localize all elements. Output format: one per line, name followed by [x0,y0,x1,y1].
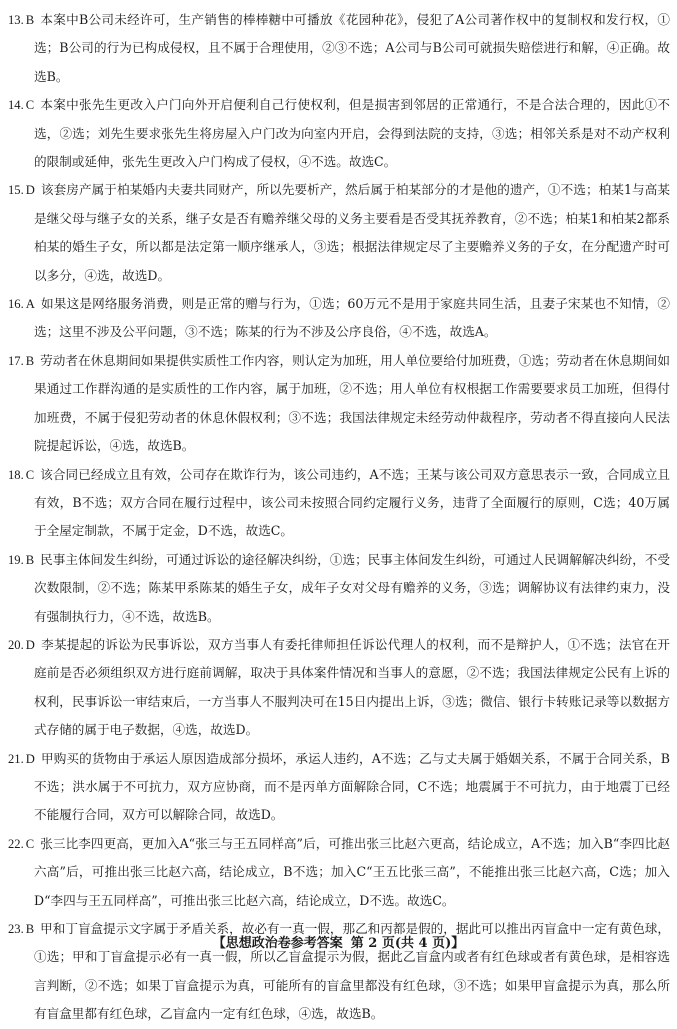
question-number: 16. [8,297,24,312]
answer-item [8,546,670,631]
footer-title: 【思想政治卷参考答案 [212,936,343,951]
answer-letter: C [25,836,35,851]
answer-explanation: 张三比李四更高，更加入A“张三与王五同样高”后，可推出张三比赵六更高，结论成立，A不选；加入B“李四比赵六高”后，可推出张三比赵六高，结论成立，B不选；加入C“王五比张三高”，不能推出张三比赵六高，C选；加入D“李四与王五同样高”，可推出张三比赵六高，结论成立，D不选。故选C。 [34,835,670,908]
question-number: 15. [8,183,24,198]
question-number: 18. [8,467,24,482]
answer-explanation: 本案中张先生更改入户门向外开启便利自己行使权利，但是损害到邻居的正常通行，不是合法合理的，因此①不选，②选；刘先生要求张先生将房屋入户门改为向室内开启，会得到法院的支持，③选；相邻关系是对不动产权利的限制或延伸，张先生更改入户门构成了侵权，④不选。故选C。 [34,97,670,170]
answer-explanation: 本案中B公司未经许可，生产销售的棒棒糖中可播放《花园种花》，侵犯了A公司著作权中的复制权和发行权，①选；B公司的行为已构成侵权，且不属于合理使用，②③不选；A公司与B公司可就损失赔偿进行和解，④正确。故选B。 [34,12,670,84]
answer-letter: B [25,552,35,567]
answer-letter: D [25,751,35,766]
answer-explanation: 民事主体间发生纠纷，可通过诉讼的途径解决纠纷，①选；民事主体间发生纠纷，可通过人民调解解决纠纷，不受次数限制，②不选；陈某甲系陈某的婚生子女，成年子女对父母有赡养的义务，③选；调解协议有法律约束力，没有强制执行力，④不选，故选B。 [34,551,670,624]
answer-explanation: 该合同已经成立且有效，公司存在欺诈行为，该公司违约，A不选；王某与该公司双方意思表示一致，合同成立且有效，B不选；双方合同在履行过程中，该公司未按照合同约定履行义务，违背了全面履行的原则，C选；40万属于全屋定制款，不属于定金，D不选，故选C。 [34,466,670,539]
answer-letter: B [25,922,35,936]
answer-item [8,830,670,915]
question-number: 21. [8,751,24,766]
answer-explanation: 甲购买的货物由于承运人原因造成部分损坏，承运人违约，A不选；乙与丈夫属于婚姻关系，不属于合同关系，B不选；洪水属于不可抗力，双方应协商，而不是丙单方面解除合同，C不选；地震属于不可抗力，由于地震丁已经不能履行合同，双方可以解除合同，故选D。 [34,750,670,823]
answer-letter: A [25,297,35,312]
question-number: 20. [8,637,24,652]
question-number: 22. [8,836,24,851]
answer-explanation: 如果这是网络服务消费，则是正常的赠与行为，①选；60万元不是用于家庭共同生活，且妻子宋某也不知情，②选；这里不涉及公平问题，③不选；陈某的行为不涉及公序良俗，④不选，故选A。 [34,296,670,340]
answer-explanation: 劳动者在休息期间如果提供实质性工作内容，则认定为加班，用人单位要给付加班费，①选；劳动者在休息期间如果通过工作群沟通的是实质性的工作内容，属于加班，②不选；用人单位有权根据工作需要要求员工加班，但得付加班费，不属于侵犯劳动者的休息休假权利；③不选；我国法律规定未经劳动仲裁程序，劳动者不得直接向人民法院提起诉讼，④选，故选B。 [34,352,670,454]
answer-letter: B [25,13,35,27]
question-number: 23. [8,922,24,936]
answer-letter: D [25,183,35,198]
answer-item [8,347,670,461]
answer-letter: C [25,98,35,113]
answer-item [8,290,670,347]
question-number: 14. [8,98,24,113]
answer-item [8,91,670,176]
question-number: 19. [8,552,24,567]
answer-explanation: 该套房产属于柏某婚内夫妻共同财产，所以先要析产，然后属于柏某部分的才是他的遗产，①不选；柏某1与高某是继父母与继子女的关系，继子女是否有赡养继父母的义务主要看是否受其抚养教育，②不选；柏某1和柏某2都系柏某的婚生子女，所以都是法定第一顺序继承人，③选；根据法律规定尽了主要赡养义务的子女，在分配遗产时可以多分，④选，故选D。 [34,182,670,283]
answer-item [8,631,670,745]
answer-item [8,6,670,91]
answer-letter: D [25,637,35,652]
answer-item [8,176,670,290]
answer-explanation: 甲和丁盲盒提示文字属于矛盾关系，故必有一真一假，那乙和丙都是假的，据此可以推出丙盲盒中一定有黄色球，①选；甲和丁盲盒提示必有一真一假，所以乙盲盒提示为假，据此乙盲盒内或者有红色球或者有黄色球，是相容选言判断，②不选；如果丁盲盒提示为真，可能所有的盲盒里都没有红色球，③不选；如果甲盲盒提示为真，那么所有盲盒里都有红色球，乙盲盒内一定有红色球，④选，故选B。 [34,921,670,1022]
page-footer [0,932,677,951]
answer-item [8,461,670,546]
answer-letter: C [25,467,35,482]
question-number: 13. [8,13,24,27]
answer-explanation: 李某提起的诉讼为民事诉讼，双方当事人有委托律师担任诉讼代理人的权利，而不是辩护人，①不选；法官在开庭前是否必须组织双方进行庭前调解，取决于具体案件情况和当事人的意愿，②不选；我国法律规定公民有上诉的权利，民事诉讼一审结束后，一方当事人不服判决可在15日内提出上诉，③选；微信、银行卡转账记录等以数据方式存储的属于电子数据，④选，故选D。 [34,636,670,738]
answer-item [8,745,670,830]
question-number: 17. [8,353,24,368]
answer-list [8,6,670,1029]
answer-letter: B [25,353,35,368]
footer-page-number: 第 2 页(共 4 页)】 [350,936,465,951]
